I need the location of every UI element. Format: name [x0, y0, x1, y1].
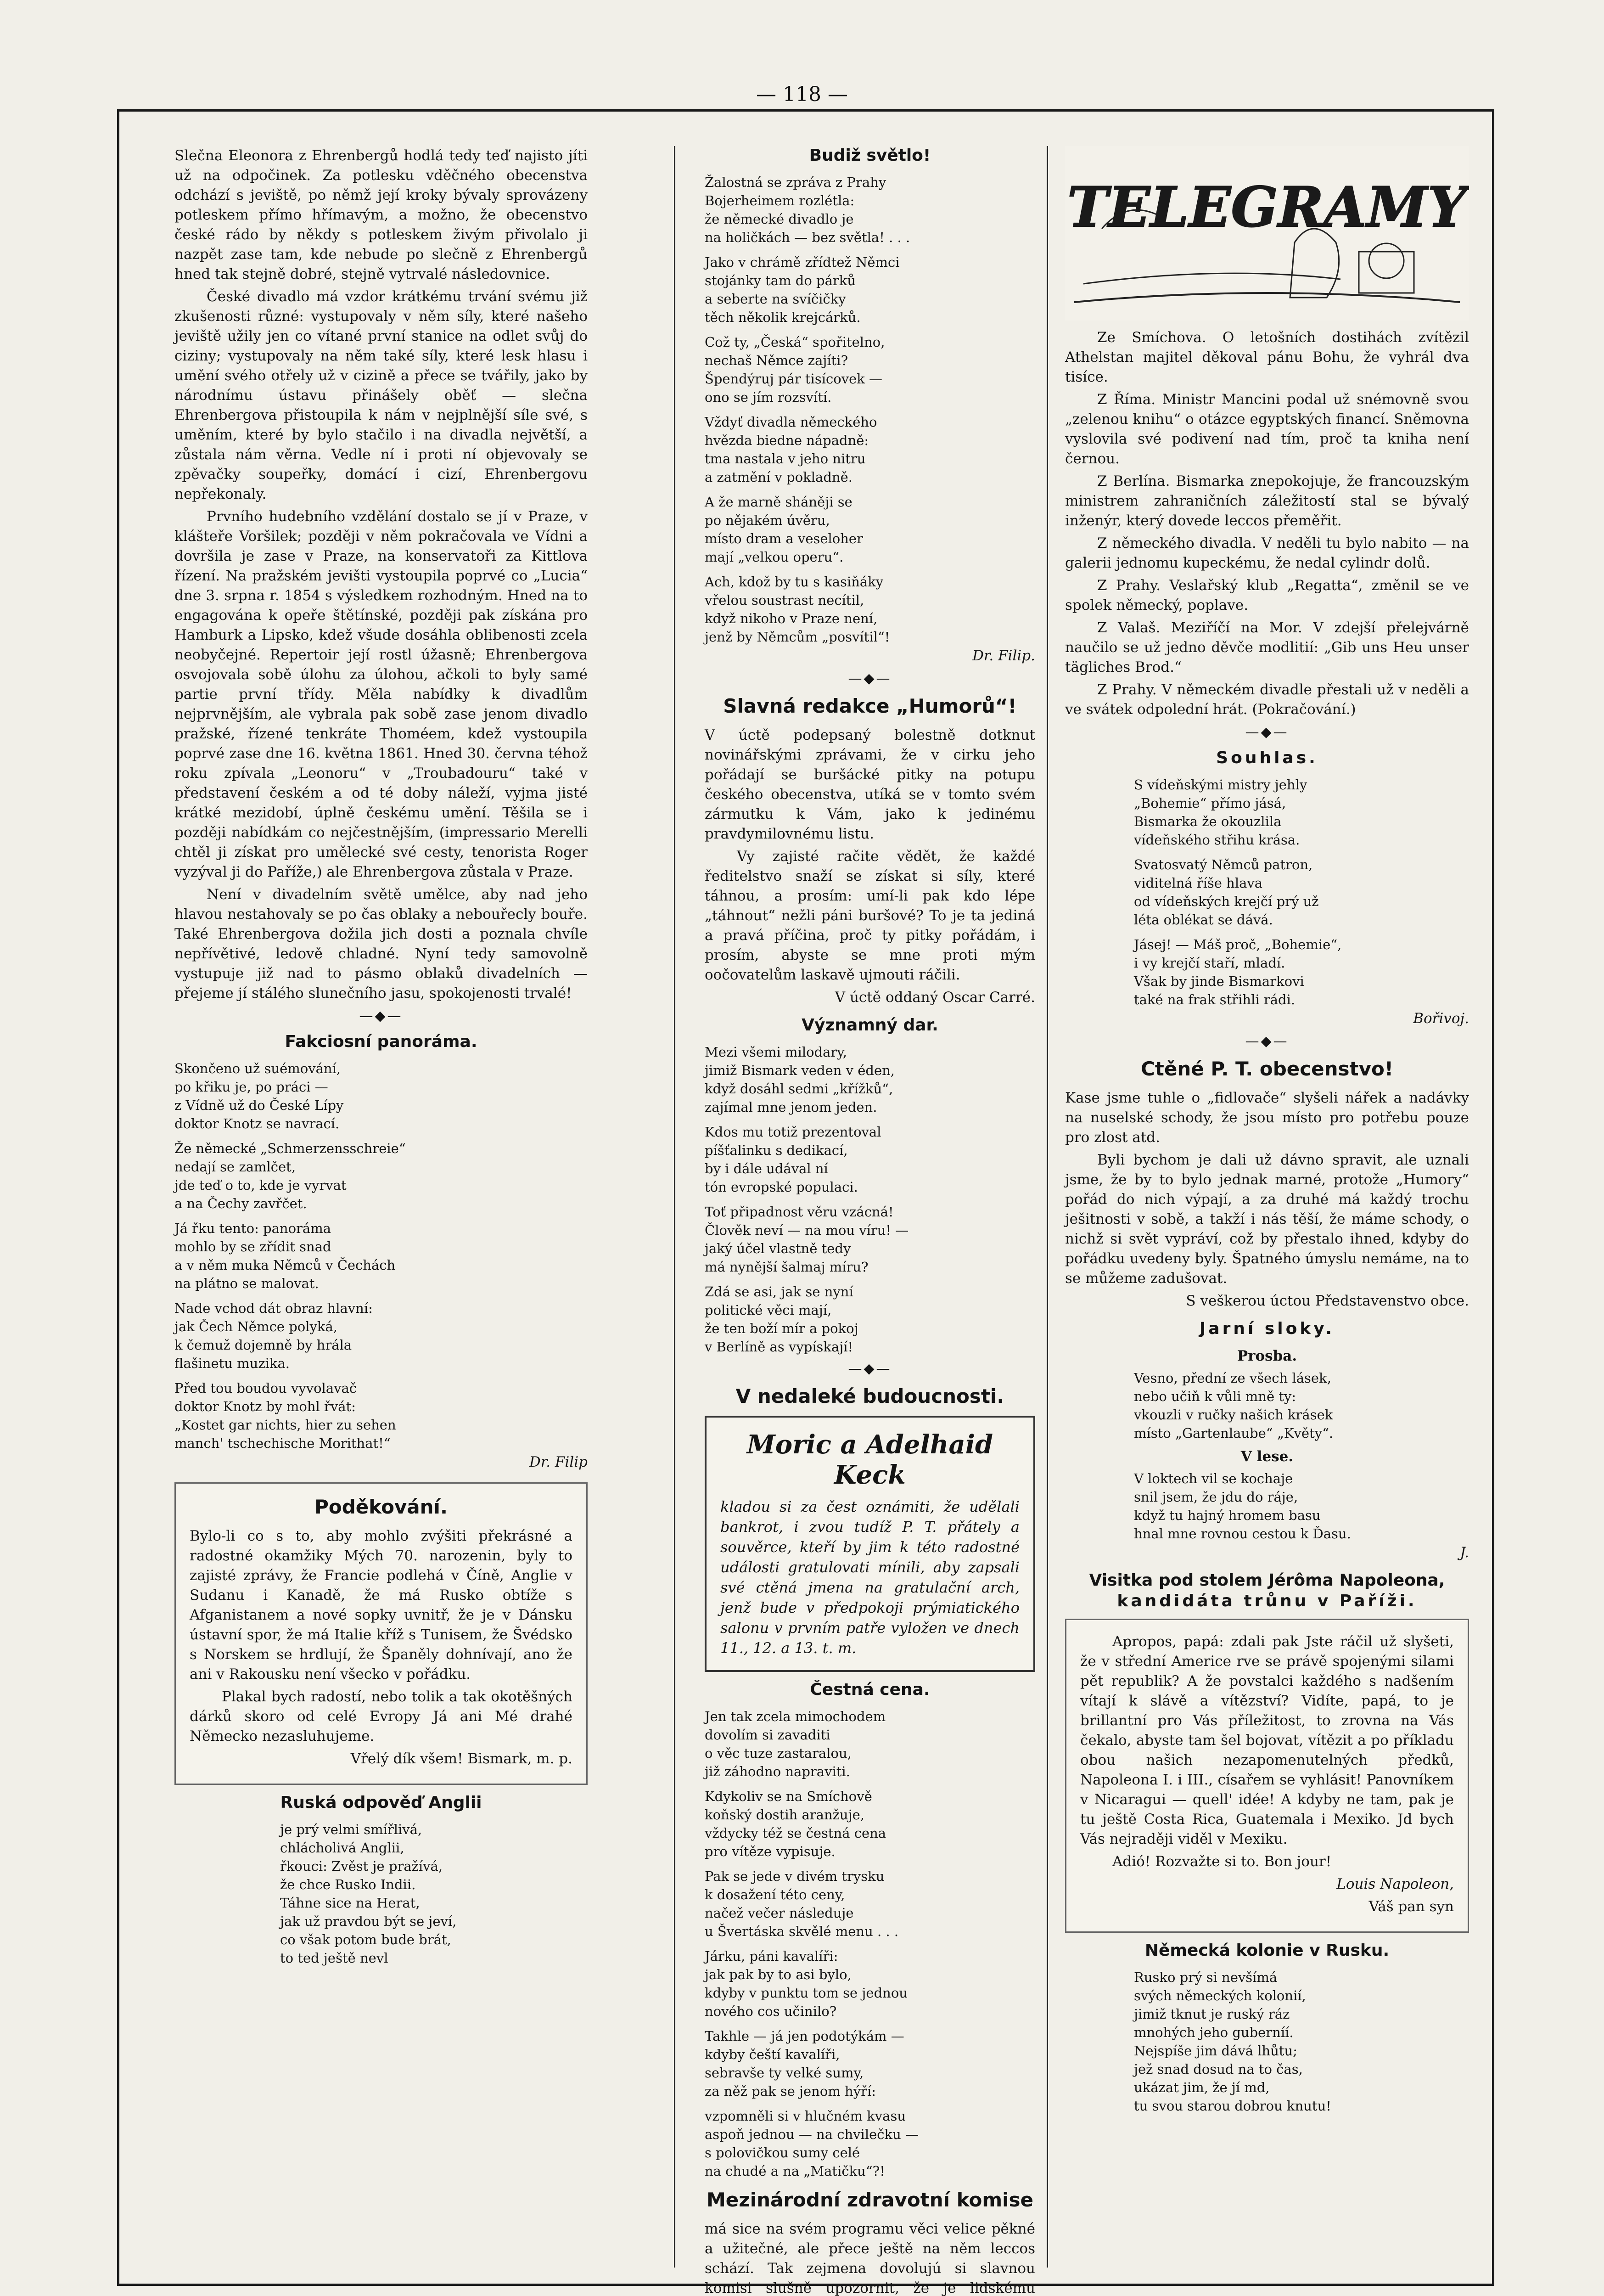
verse-line: Zdá se asi, jak se nyní: [705, 1284, 853, 1300]
moric-title: Moric a Adelhaid Keck: [746, 1429, 993, 1490]
verse-line: flašinetu muzika.: [174, 1356, 290, 1371]
podekovani-text2: Plakal bych radostí, nebo tolik a tak okotěšných dárků skoro od celé Evropy Já ani Mé drahé Německo nezasluhujeme.: [190, 1688, 572, 1745]
verse-line: jež snad dosud na to čas,: [1134, 2061, 1303, 2077]
nemecka-verse: [1134, 1968, 1469, 2115]
podekovani-box: [174, 1482, 588, 1785]
column-3: [1065, 146, 1469, 2115]
visitka-text2: Adió! Rozvažte si to. Bon jour!: [1112, 1853, 1332, 1870]
jarni-signature: J.: [1460, 1544, 1469, 1561]
ctene-text2: Byli bychom je dali už dávno spravit, ale uznali jsme, že by to bylo jednak marné, protože „Humory“ pořád do nich výpají, a za druhé má každý trochu ješitnosti v sobě, a takží i nás těší, že máme schody, o nichž si svět vypráví, což by přestalo ihned, kdyby do pořádku uvedeny byly. Špatného úmyslu nemáme, na to se můžeme zadušovat.: [1065, 1152, 1469, 1287]
podekovani-text: Bylo-li co s to, aby mohlo zvýšiti překrásné a radostné okamžiky Mých 70. narozenin, byly to zajisté zprávy, že Francie podlehá v Číně, Anglie v Sudanu i Kanadě, že má Rusko obtíže s Afganistanem a nové sopky uvnitř, že je v Dánsku ústavní spor, že má Italie kříž s Tunisem, že Švédsko s Norskem se hrdlují, že Španěly dohnívají, ano že ani v Rakousku není všecko v pořádku.: [190, 1528, 572, 1683]
budiz-verse: [705, 173, 1035, 646]
verse-line: S vídeňskými mistry jehly: [1134, 777, 1307, 793]
moric-text: kladou si za čest oznámiti, že udělali bankrot, i zvou tudíž P. T. přátely a souvěrce, kteří by jim k této radostné události gratulovati mínili, aby zapsali své ctěná jmena na gratulační arch, jenž bude v předpokoji prýmiatického salonu v prvním patře vyložen ve dnech 11., 12. a 13. t. m.: [720, 1498, 1020, 1657]
verse-line: Jásej! — Máš proč, „Bohemie“,: [1134, 937, 1342, 952]
verse-line: mnohých jeho guberníí.: [1134, 2025, 1294, 2040]
verse-line: a v něm muka Němců v Čechách: [174, 1257, 396, 1273]
visitka-title: Visitka pod stolem Jérôma Napoleona,: [1089, 1571, 1445, 1590]
telegramy-title: TELEGRAMY: [1067, 175, 1467, 240]
verse-line: od vídeňských krejčí prý už: [1134, 894, 1319, 909]
verse-line: hnal mne rovnou cestou k Ďasu.: [1134, 1526, 1351, 1542]
verse-line: již záhodno napraviti.: [705, 1764, 850, 1779]
verse-line: sebravše ty velké sumy,: [705, 2065, 864, 2081]
verse-line: i vy krejčí staří, mladí.: [1134, 955, 1285, 971]
ctene-title: Ctěné P. T. obecenstvo!: [1140, 1058, 1394, 1080]
fakciosni-title: Fakciosní panoráma.: [285, 1032, 477, 1051]
verse-line: u Švertáska skvělé menu . . .: [705, 1924, 899, 1939]
verse-line: léta oblékat se dává.: [1134, 912, 1273, 928]
verse-line: Pak se jede v divém trysku: [705, 1868, 885, 1884]
verse-line: jak Čech Němce polyká,: [174, 1319, 337, 1334]
cestna-verse: [705, 1707, 1035, 2180]
verse-line: na holičkách — bez světla! . . .: [705, 230, 910, 245]
verse-line: Já řku tento: panoráma: [174, 1221, 331, 1236]
verse-line: načež večer následuje: [705, 1905, 854, 1921]
verse-line: doktor Knotz by mohl řvát:: [174, 1399, 356, 1414]
ornament-divider-4: —◆—: [1245, 724, 1289, 740]
verse-line: mohlo by se zřídit snad: [174, 1239, 331, 1255]
telegram-item: Z Valaš. Meziříčí na Mor. V zdejší přelejvárně naučilo se už jedno děvče modlitií: „Gib uns Heu unser tägliches Brod.“: [1065, 619, 1469, 675]
verse-line: stojánky tam do párků: [705, 273, 856, 288]
verse-line: k čemuž dojemně by hrála: [174, 1337, 352, 1353]
budiz-title: Budiž světlo!: [809, 146, 931, 165]
verse-line: po nějakém úvěru,: [705, 512, 830, 528]
souhlas-verse: [1134, 776, 1469, 1009]
ctene-signature: S veškerou úctou Představenstvo obce.: [1186, 1293, 1469, 1309]
verse-line: „Bohemie“ přímo jásá,: [1134, 795, 1286, 811]
fakciosni-signature: Dr. Filip: [529, 1454, 588, 1470]
verse-line: vřelou soustrast necítil,: [705, 592, 864, 608]
verse-line: Před tou boudou vyvolavač: [174, 1380, 357, 1396]
ehrenberg-article-p1: Slečna Eleonora z Ehrenbergů hodlá tedy teď najisto jíti už na odpočinek. Za potlesku vděčného obecenstva odchází s jeviště, po němž její kroky bývaly sprovázeny potleskem přímo hřímavým, a možno, že obecenstvo české rádo by někdy s potleskem živým přivolalo ji nazpět zase tam, kde nebude po slečně z Ehrenbergů hned tak stejně dobré, stejně vytrvalé následovnice.: [174, 147, 588, 282]
ornament-divider-3: —◆—: [848, 1361, 892, 1377]
verse-line: Bismarka že okouzlila: [1134, 814, 1282, 829]
verse-line: Vesno, přední ze všech lásek,: [1134, 1370, 1331, 1386]
verse-line: v Berlíně as vypískají!: [705, 1339, 853, 1355]
verse-line: jak pak by to asi bylo,: [705, 1967, 852, 1982]
verse-line: s polovičkou sumy celé: [705, 2145, 860, 2161]
verse-line: je prý velmi smířlivá,: [280, 1822, 422, 1837]
verse-line: ono se jím rozsvítí.: [705, 389, 832, 405]
verse-line: píšťalinku s dedikací,: [705, 1142, 848, 1158]
verse-line: Skončeno už suémování,: [174, 1061, 341, 1076]
verse-line: vídeňského střihu krása.: [1134, 832, 1300, 848]
slavna-text2: Vy zajisté račite vědět, že každé ředitelstvo snaží se získat si síly, které táhnou, a prosím: umí-li pak kdo lépe „táhnout“ nežli páni buršové? To je ta jediná a pravá příčina, proč ty pitky pořádám, i prosím, abyste se mne proti mým oočovatelům laskavě ujmouti ráčili.: [705, 848, 1035, 983]
ruska-title: Ruská odpověď Anglii: [280, 1793, 482, 1812]
verse-line: Jako v chrámě zřídtež Němci: [705, 254, 900, 270]
telegram-item: Z Říma. Ministr Mancini podal už snémovně svou „zelenou knihu“ o otázce egyptských financí. Sněmovna vyslovila své podivení nad tím, proč ta kniha není černou.: [1065, 391, 1469, 467]
verse-line: jde teď o to, kde je vyrvat: [174, 1177, 347, 1193]
verse-line: že chce Rusko Indii.: [280, 1877, 416, 1892]
verse-line: na plátno se malovat.: [174, 1276, 319, 1291]
verse-line: snil jsem, že jdu do ráje,: [1134, 1489, 1298, 1505]
verse-line: nechaš Němce zajíti?: [705, 353, 848, 368]
verse-line: jaký účel vlastně tedy: [705, 1241, 851, 1256]
verse-line: V loktech vil se kochaje: [1134, 1471, 1293, 1486]
telegram-item: Z Berlína. Bismarka znepokojuje, že francouzským ministrem zahraničních záležitostí stal se bývalý inženýr, který dovede leccos přeměřit.: [1065, 473, 1469, 529]
verse-line: Svatosvatý Němců patron,: [1134, 857, 1313, 872]
verse-line: Takhle — já jen podotýkám —: [705, 2028, 904, 2044]
jarni-verse1: [1134, 1369, 1469, 1442]
verse-line: nebo učiň k vůli mně ty:: [1134, 1389, 1296, 1404]
souhlas-title: Souhlas.: [1216, 748, 1318, 767]
column-2: [705, 146, 1035, 2296]
verse-line: by i dále udával ní: [705, 1161, 828, 1176]
verse-line: Rusko prý si nevšímá: [1134, 1970, 1278, 1985]
moric-advert-box: [705, 1416, 1035, 1672]
verse-line: a na Čechy zavřčet.: [174, 1196, 307, 1211]
verse-line: když tu hajný hromem basu: [1134, 1508, 1321, 1523]
mezinarodni-text: má sice na svém programu věci velice pěkné a užitečné, ale přece ještě na něm leccos schází. Tak zejmena dovolujú si slavnou komisi slušně upozornit, že je lidskému: [705, 2221, 1035, 2296]
visitka-signature-1: Louis Napoleon,: [1336, 1876, 1454, 1892]
podekovani-title: Poděkování.: [314, 1496, 448, 1518]
verse-line: to ted ještě nevl: [280, 1950, 388, 1966]
verse-line: manch' tschechische Morithat!“: [174, 1435, 391, 1451]
verse-line: hvězda biedne nápadně:: [705, 433, 869, 448]
verse-line: Járku, páni kavalíři:: [705, 1948, 838, 1964]
verse-line: Nade vchod dát obraz hlavní:: [174, 1300, 373, 1316]
verse-line: za něž pak se jenom hýří:: [705, 2083, 876, 2099]
verse-line: A že marně sháněji se: [705, 494, 852, 510]
verse-line: ukázat jim, že jí md,: [1134, 2080, 1270, 2095]
verse-line: Což ty, „Česká“ spořitelno,: [705, 334, 885, 350]
visitka-box: [1065, 1619, 1469, 1933]
verse-line: politické věci mají,: [705, 1302, 832, 1318]
visitka-text: Apropos, papá: zdali pak Jste ráčil už slyšeti, že v střední Americe rve se právě spojenými silami pět republik? A že povstalci každého s nadšením vítají k slávě a vítězství? Vidíte, papá, to je brillantní pro Vás příležitost, to zrovna na Vás čekalo, abyste tam šel bojovat, vítězit a po příkladu obou našich nezapomenutelných předků, Napoleona I. i III., císařem se vyhlásit! Panovníkem v Nicaragui — quell' idée! A kdyby ne tam, pak je tu ještě Costa Rica, Guatemala i Mexiko. Jd bych Vás nejraději viděl v Mexiku.: [1080, 1633, 1454, 1847]
verse-line: Špendýruj pár tisícovek —: [705, 371, 883, 387]
column-divider-1: [674, 146, 675, 2268]
ornament-divider: —◆—: [359, 1008, 403, 1024]
fakciosni-verse: [174, 1059, 588, 1452]
verse-line: Toť připadnost věru vzácná!: [705, 1204, 894, 1220]
visitka-subtitle: kandidáta trůnu v Paříži.: [1117, 1592, 1417, 1610]
telegram-item: Z Prahy. Veslařský klub „Regatta“, změnil se ve spolek německý, poplave.: [1065, 577, 1469, 613]
verse-line: zajímal mne jenom jeden.: [705, 1099, 877, 1115]
verse-line: Mezi všemi milodary,: [705, 1044, 847, 1060]
verse-line: Jen tak zcela mimochodem: [705, 1709, 886, 1724]
verse-line: jenž by Němcům „posvítil“!: [705, 629, 890, 645]
verse-line: Ach, kdož by tu s kasiňáky: [705, 574, 884, 590]
verse-line: o věc tuze zastaralou,: [705, 1745, 852, 1761]
verse-line: Však by jinde Bismarkovi: [1134, 974, 1304, 989]
verse-line: vždycky též se čestná cena: [705, 1825, 886, 1841]
telegramy-illustration: [1065, 146, 1469, 321]
verse-line: pro vítěze vypisuje.: [705, 1844, 836, 1859]
verse-line: Kdykoliv se na Smíchově: [705, 1789, 872, 1804]
column-1: [174, 146, 588, 1967]
verse-line: k dosažení této ceny,: [705, 1887, 845, 1902]
telegram-item: Z německého divadla. V neděli tu bylo nabito — na galerii jednomu kupeckému, že nedal cylindr dolů.: [1065, 535, 1469, 571]
souhlas-signature: Bořivoj.: [1413, 1010, 1469, 1027]
ornament-divider-5: —◆—: [1245, 1033, 1289, 1049]
cestna-title: Čestná cena.: [810, 1680, 930, 1699]
verse-line: koňský dostih aranžuje,: [705, 1807, 864, 1823]
slavna-signature: V úctě oddaný Oscar Carré.: [835, 989, 1035, 1006]
jarni-sub2: V lese.: [1240, 1448, 1294, 1465]
nemecka-title: Německá kolonie v Rusku.: [1144, 1941, 1390, 1960]
verse-line: aspoň jednou — na chvilečku —: [705, 2127, 919, 2142]
verse-line: chlácholivá Anglii,: [280, 1840, 404, 1856]
verse-line: také na frak střihli rádi.: [1134, 992, 1296, 1007]
slavna-title: Slavná redakce „Humorů“!: [723, 695, 1017, 717]
verse-line: Bojerheimem rozlétla:: [705, 193, 855, 208]
verse-line: po křiku je, po práci —: [174, 1079, 328, 1095]
ornament-divider-2: —◆—: [848, 670, 892, 687]
ruska-verse: [280, 1820, 588, 1967]
verse-line: Táhne sice na Herat,: [280, 1895, 420, 1911]
verse-line: kdyby v punktu tom se jednou: [705, 1985, 908, 2001]
verse-line: nedají se zamlčet,: [174, 1159, 296, 1175]
verse-line: na chudé a na „Matičku“?!: [705, 2163, 885, 2179]
vyznamny-verse: [705, 1043, 1035, 1356]
verse-line: viditelná říše hlava: [1134, 875, 1263, 891]
verse-line: jak už pravdou být se jeví,: [280, 1913, 457, 1929]
verse-line: tu svou starou dobrou knutu!: [1134, 2098, 1331, 2114]
verse-line: Kdos mu totiž prezentoval: [705, 1124, 881, 1140]
verse-line: dovolím si zavaditi: [705, 1727, 830, 1743]
budiz-signature: Dr. Filip.: [972, 647, 1035, 664]
verse-line: z Vídně už do České Lípy: [174, 1097, 344, 1113]
verse-line: když dosáhl sedmi „křížků“,: [705, 1081, 893, 1097]
jarni-verse2: [1134, 1469, 1469, 1543]
vyznamny-title: Významný dar.: [802, 1016, 938, 1035]
verse-line: Člověk neví — na mou víru! —: [705, 1222, 909, 1238]
podekovani-signature: Vřelý dík všem! Bismark, m. p.: [350, 1750, 572, 1767]
page-number: — 118 —: [756, 83, 848, 106]
slavna-text: V úctě podepsaný bolestně dotknut novinářskými zprávami, že v cirku jeho pořádají se buršácké pitky na potupu českého obecenstva, utíká se v tomto svém zármutku k Vám, jako k jedinému pravdymilovnému listu.: [705, 727, 1035, 842]
verse-line: co však potom bude brát,: [280, 1932, 451, 1947]
verse-line: svých německých kolonií,: [1134, 1988, 1306, 2003]
verse-line: místo „Gartenlaube“ „Květy“.: [1134, 1425, 1334, 1441]
ehrenberg-article-p3: Prvního hudebního vzdělání dostalo se jí v Praze, v klášteře Voršilek; později v něm pokračovala ve Vídni a dovršila je zase v Praze, na konservatoři za Kittlova řízení. Na pražském jevišti vystoupila poprvé co „Lucia“ dne 3. srpna r. 1854 s výsledkem rozhodným. Hned na to engagována k opeře štětínské, později pak získána pro Hamburk a Lipsko, kdež všude dosáhla oblibenosti zcela neobyčejné. Repertoir její rostl úžasně; Ehrenbergova osvojovala sobě úlohu za úlohou, ačkoli to byly samé partie první třídy. Měla nabídky k divadlům nejprvnějším, ale vybrala pak sobě zase jenom divadlo pražské, řízené tenkráte Thoméem, kdež vystoupila poprvé zase dne 16. května 1861. Hned 30. června téhož roku zpívala „Leonoru“ v „Troubadouru“ také v představení českém a od té doby náleží, vyjma jisté krátké mezidobí, úplně českému umění. Těšila se i později nabídkám co nejčestnějším, (impressario Merelli chtěl ji získat pro umělecké své cesty, tenorista Roger vyzýval ji do Paříže,) ale Ehrenbergova zůstala v Praze.: [174, 508, 588, 880]
jarni-sub1: Prosba.: [1237, 1348, 1297, 1364]
verse-line: Žalostná se zpráva z Prahy: [705, 174, 886, 190]
verse-line: a zatmění v pokladně.: [705, 469, 852, 485]
verse-line: že německé divadlo je: [705, 211, 854, 227]
verse-line: vzpomněli si v hlučném kvasu: [705, 2108, 906, 2124]
verse-line: „Kostet gar nichts, hier zu sehen: [174, 1417, 396, 1433]
verse-line: vkouzli v ručky našich krásek: [1134, 1407, 1333, 1423]
verse-line: tma nastala v jeho nitru: [705, 451, 866, 467]
verse-line: Že německé „Schmerzensschreie“: [174, 1141, 406, 1156]
verse-line: těch několik krejcárků.: [705, 310, 861, 325]
verse-line: mají „velkou operu“.: [705, 549, 844, 565]
verse-line: jimiž Bismark veden v éden,: [705, 1063, 895, 1078]
ehrenberg-article-p4: Není v divadelním světě umělce, aby nad jeho hlavou nestahovaly se po čas oblaky a nebouřecly bouře. Také Ehrenbergova dožila jich dosti a poznala chvíle nepřívětivé, ledově chladné. Nyní tedy samovolně vystupuje již nad to pásmo oblaků divadelních — přejeme jí stálého slunečního jasu, spokojenosti trvalé!: [174, 886, 588, 1002]
nedaleke-title: V nedaleké budoucnosti.: [735, 1385, 1004, 1407]
verse-line: má nynější šalmaj míru?: [705, 1259, 869, 1275]
verse-line: tón evropské populaci.: [705, 1179, 858, 1195]
telegramy-list: [1065, 328, 1469, 720]
verse-line: místo dram a veseloher: [705, 531, 863, 546]
column-divider-2: [1047, 146, 1048, 2268]
verse-line: Nejspíše jim dává lhůtu;: [1134, 2043, 1297, 2059]
mezinarodni-title: Mezinárodní zdravotní komise: [706, 2189, 1033, 2211]
verse-line: nového cos učinilo?: [705, 2003, 837, 2019]
verse-line: že ten boží mír a pokoj: [705, 1321, 858, 1336]
jarni-title: Jarní sloky.: [1199, 1319, 1335, 1338]
telegram-item: Ze Smíchova. O letošních dostihách zvítězil Athelstan majitel děkoval pánu Bohu, že vyhrál dva tisíce.: [1065, 329, 1469, 385]
verse-line: Vždyť divadla německého: [705, 414, 877, 430]
verse-line: doktor Knotz se navrací.: [174, 1116, 340, 1131]
visitka-signature-2: Váš pan syn: [1368, 1898, 1454, 1915]
verse-line: jimiž tknut je ruský ráz: [1134, 2006, 1290, 2022]
ctene-text: Kase jsme tuhle o „fidlovače“ slyšeli nářek a nadávky na nuselské schody, že jsou místo pro potřebu pouze pro zlost atd.: [1065, 1090, 1469, 1146]
ehrenberg-article-p2: České divadlo má vzdor krátkému trvání svému již zkušenosti různé: vystupovaly v něm síly, které našeho jeviště užily jen co vítané první stanice na odlet svůj do ciziny; vystupovaly na něm také síly, které lesk hlasu i umění svého otřely už v cizině a přece se tvářily, jako by národnímu ústavu přinášely oběť — slečna Ehrenbergova přistoupila k nám v nejplnější síle své, s uměním, které by bylo stačilo i na divadla největší, a zůstala nám věrna. Vedle ní i proti ní objevovaly se zpěvačky soupeřky, domácí i cizí, Ehrenbergovu nepřekonaly.: [174, 288, 588, 502]
verse-line: a seberte na svíčičky: [705, 291, 846, 307]
verse-line: kdyby čeští kavalíři,: [705, 2047, 840, 2062]
verse-line: řkouci: Zvěst je pražívá,: [280, 1858, 443, 1874]
verse-line: když nikoho v Praze není,: [705, 611, 878, 626]
telegram-item: Z Prahy. V německém divadle přestali už v neděli a ve svátek odpolední hrát. (Pokračování.): [1065, 681, 1469, 718]
